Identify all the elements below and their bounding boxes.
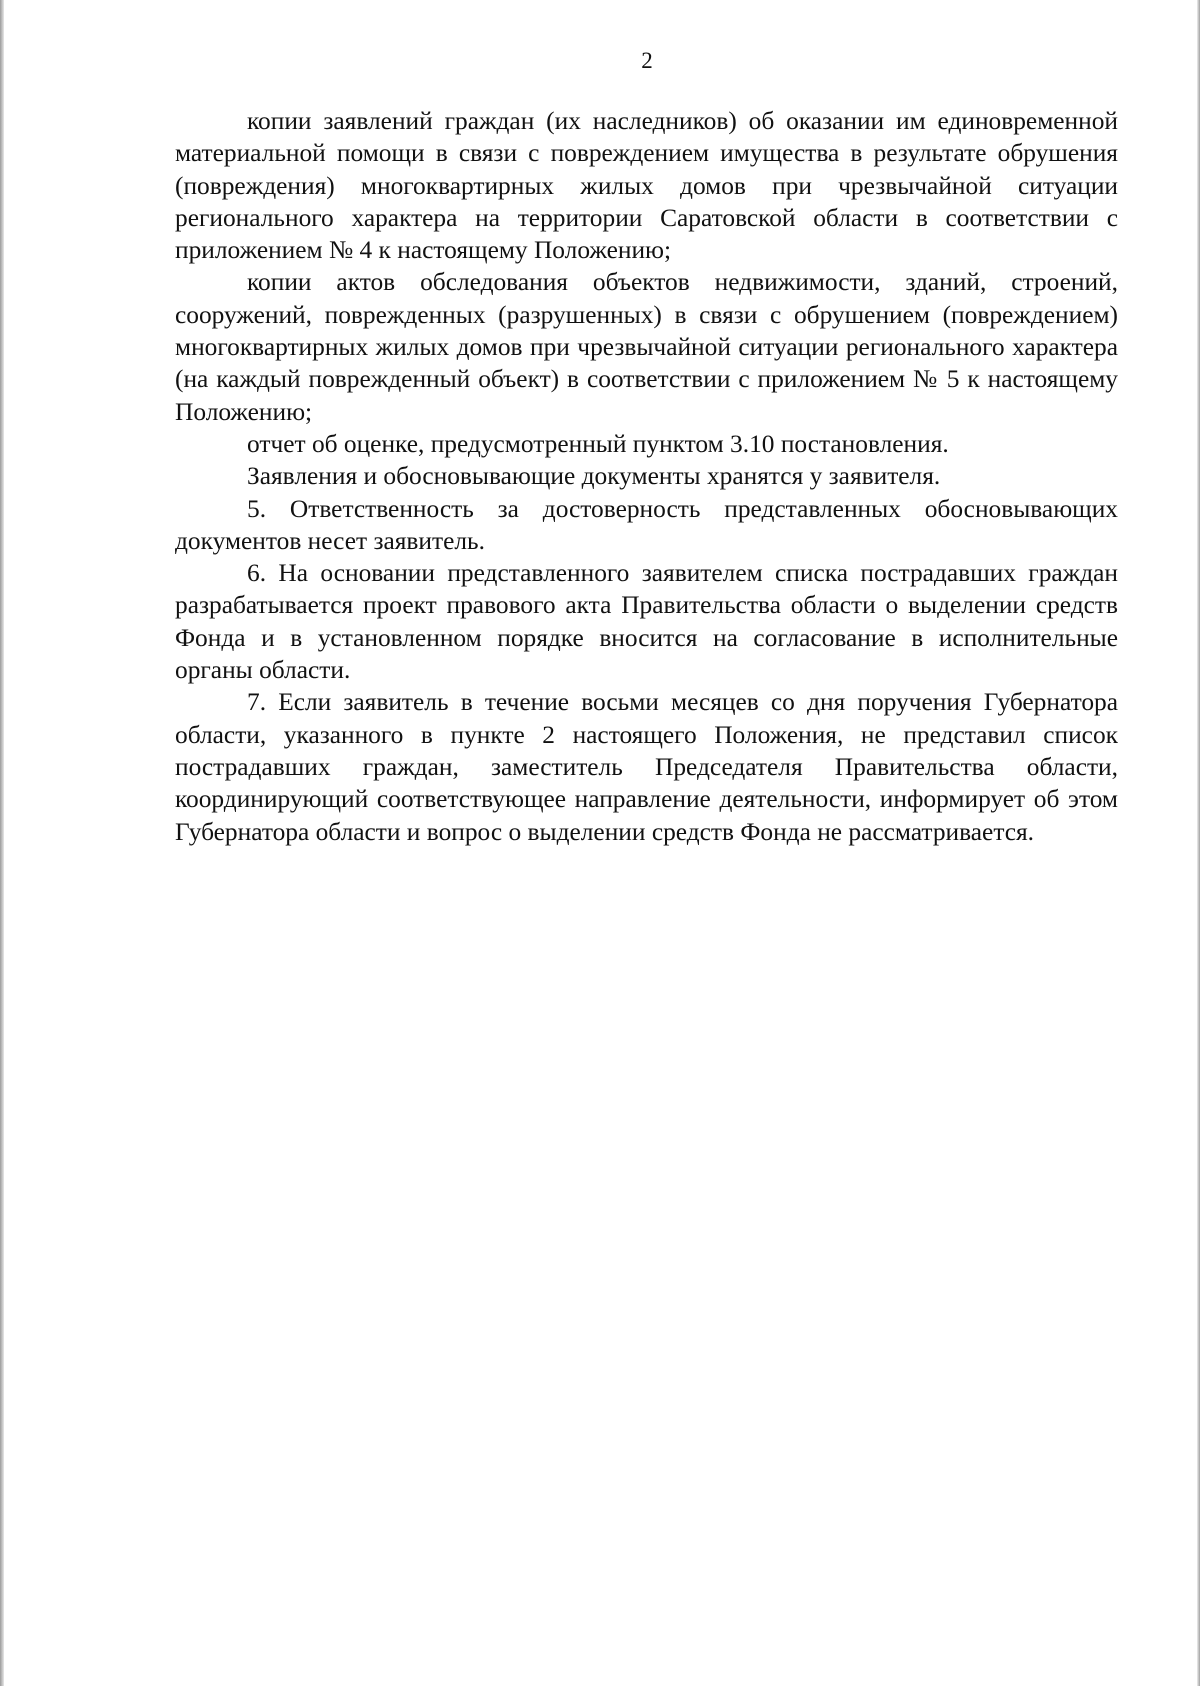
document-body: [175, 105, 1118, 848]
paragraph-item-7: 7. Если заявитель в течение восьми месяцев со дня поручения Губернатора области, указанного в пункте 2 настоящего Положения, не представил список пострадавших граждан, заместитель Председателя Правительства области, координирующий соответствующее направление деятельности, информирует об этом Губернатора области и вопрос о выделении средств Фонда не рассматривается.: [175, 688, 1118, 846]
paragraph-valuation-report: отчет об оценке, предусмотренный пунктом 3.10 постановления.: [247, 429, 949, 458]
page-number: 2: [641, 48, 653, 73]
scan-edge-left: [0, 0, 4, 1686]
paragraph-item-5: 5. Ответственность за достоверность представленных обосновывающих документов несет заявитель.: [175, 494, 1118, 555]
paragraph-documents-storage: Заявления и обосновывающие документы хранятся у заявителя.: [247, 462, 941, 491]
paragraph-inspection-acts: копии актов обследования объектов недвижимости, зданий, строений, сооружений, поврежденных (разрушенных) в связи с обрушением (повреждением) многоквартирных жилых домов при чрезвычайной ситуации регионального характера (на каждый поврежденный объект) в соответствии с приложением № 5 к настоящему Положению;: [175, 268, 1118, 426]
paragraph-applications-copies: копии заявлений граждан (их наследников) об оказании им единовременной материальной помощи в связи с повреждением имущества в результате обрушения (повреждения) многоквартирных жилых домов при чрезвычайной ситуации регионального характера на территории Саратовской области в соответствии с приложением № 4 к настоящему Положению;: [175, 107, 1118, 265]
paragraph-item-6: 6. На основании представленного заявителем списка пострадавших граждан разрабатывается проект правового акта Правительства области о выделении средств Фонда и в установленном порядке вносится на согласование в исполнительные органы области.: [175, 559, 1118, 685]
